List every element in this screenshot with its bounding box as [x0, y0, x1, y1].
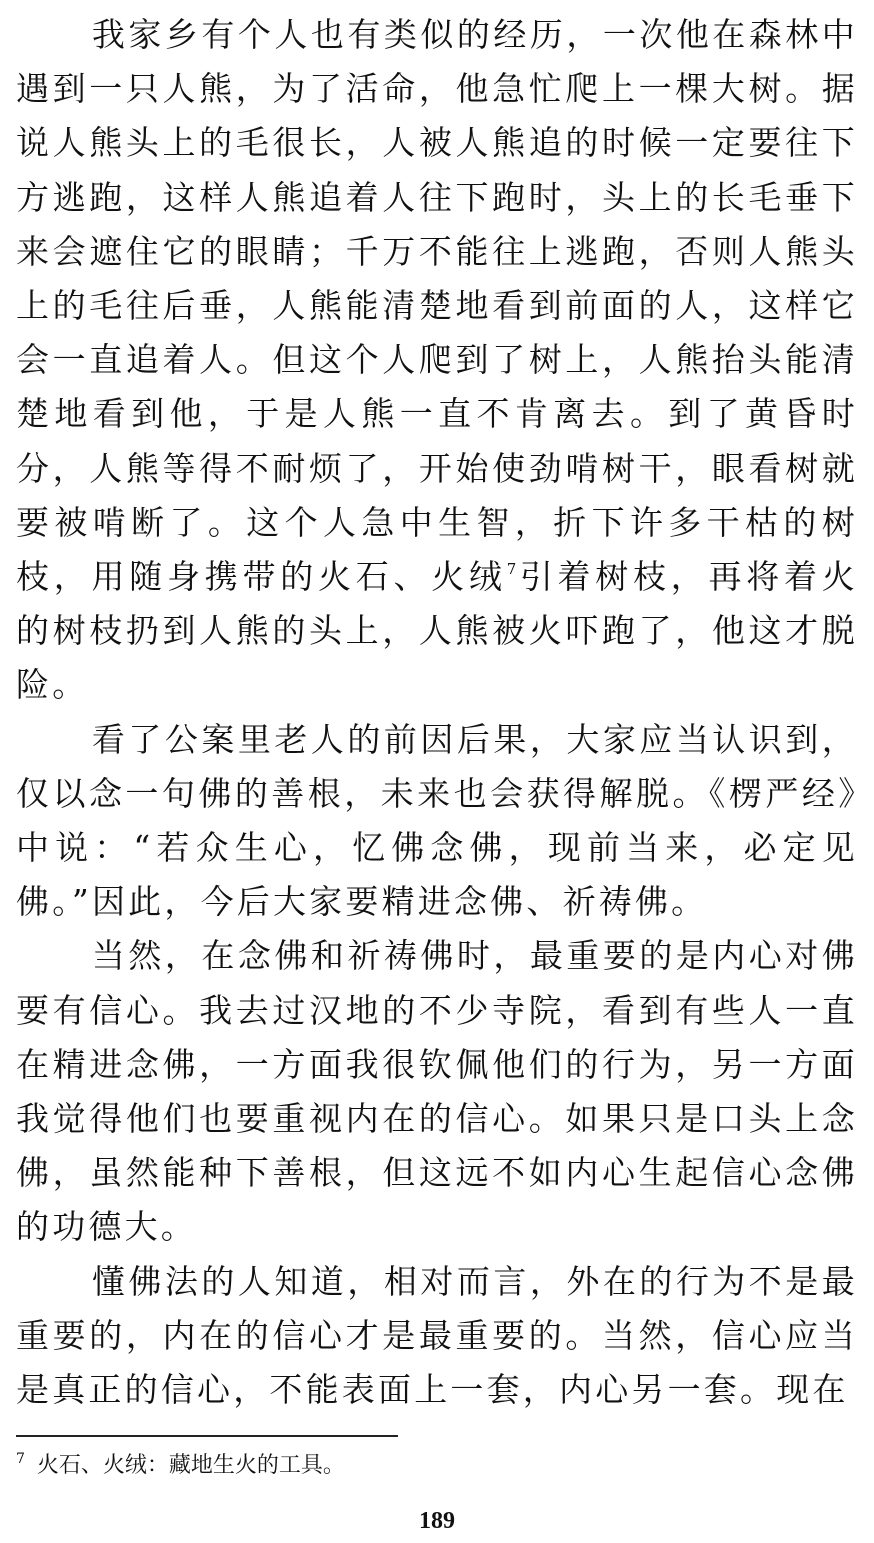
paragraph-1	[16, 8, 858, 713]
paragraph-1-text-b: 引着树枝，再将着火的树枝扔到人熊的头上，人熊被火吓跑了，他这才脱险。	[16, 557, 858, 705]
paragraph-3: 当然，在念佛和祈祷佛时，最重要的是内心对佛要有信心。我去过汉地的不少寺院，看到有些人一直在精进念佛，一方面我很钦佩他们的行为，另一方面我觉得他们也要重视内在的信心。如果只是口头上念佛，虽然能种下善根，但这远不如内心生起信心念佛的功德大。	[16, 936, 858, 1247]
paragraph-1-text-a: 我家乡有个人也有类似的经历，一次他在森林中遇到一只人熊，为了活命，他急忙爬上一棵大树。据说人熊头上的毛很长，人被人熊追的时候一定要往下方逃跑，这样人熊追着人往下跑时，头上的长毛垂下来会遮住它的眼睛；千万不能往上逃跑，否则人熊头上的毛往后垂，人熊能清楚地看到前面的人，这样它会一直追着人。但这个人爬到了树上，人熊抬头能清楚地看到他，于是人熊一直不肯离去。到了黄昏时分，人熊等得不耐烦了，开始使劲啃树干，眼看树就要被啃断了。这个人急中生智，折下许多干枯的树枝，用随身携带的火石、火绒	[16, 15, 858, 597]
footnote	[16, 1451, 345, 1483]
footnote-number: 7	[16, 1451, 25, 1467]
footnote-reference[interactable]: 7	[506, 560, 517, 579]
paragraph-4: 懂佛法的人知道，相对而言，外在的行为不是最重要的，内在的信心才是最重要的。当然，信心应当是真正的信心，不能表面上一套，内心另一套。现在	[16, 1261, 858, 1410]
paragraph-2: 看了公案里老人的前因后果，大家应当认识到，仅以念一句佛的善根，未来也会获得解脱。《楞严经》中说：“若众生心，忆佛念佛，现前当来，必定见佛。”因此，今后大家要精进念佛、祈祷佛。	[16, 719, 858, 922]
footnote-divider	[16, 1435, 398, 1437]
page-number: 189	[419, 1508, 455, 1534]
page-body	[16, 8, 858, 1417]
footnote-text: 火石、火绒：藏地生火的工具。	[36, 1453, 345, 1478]
